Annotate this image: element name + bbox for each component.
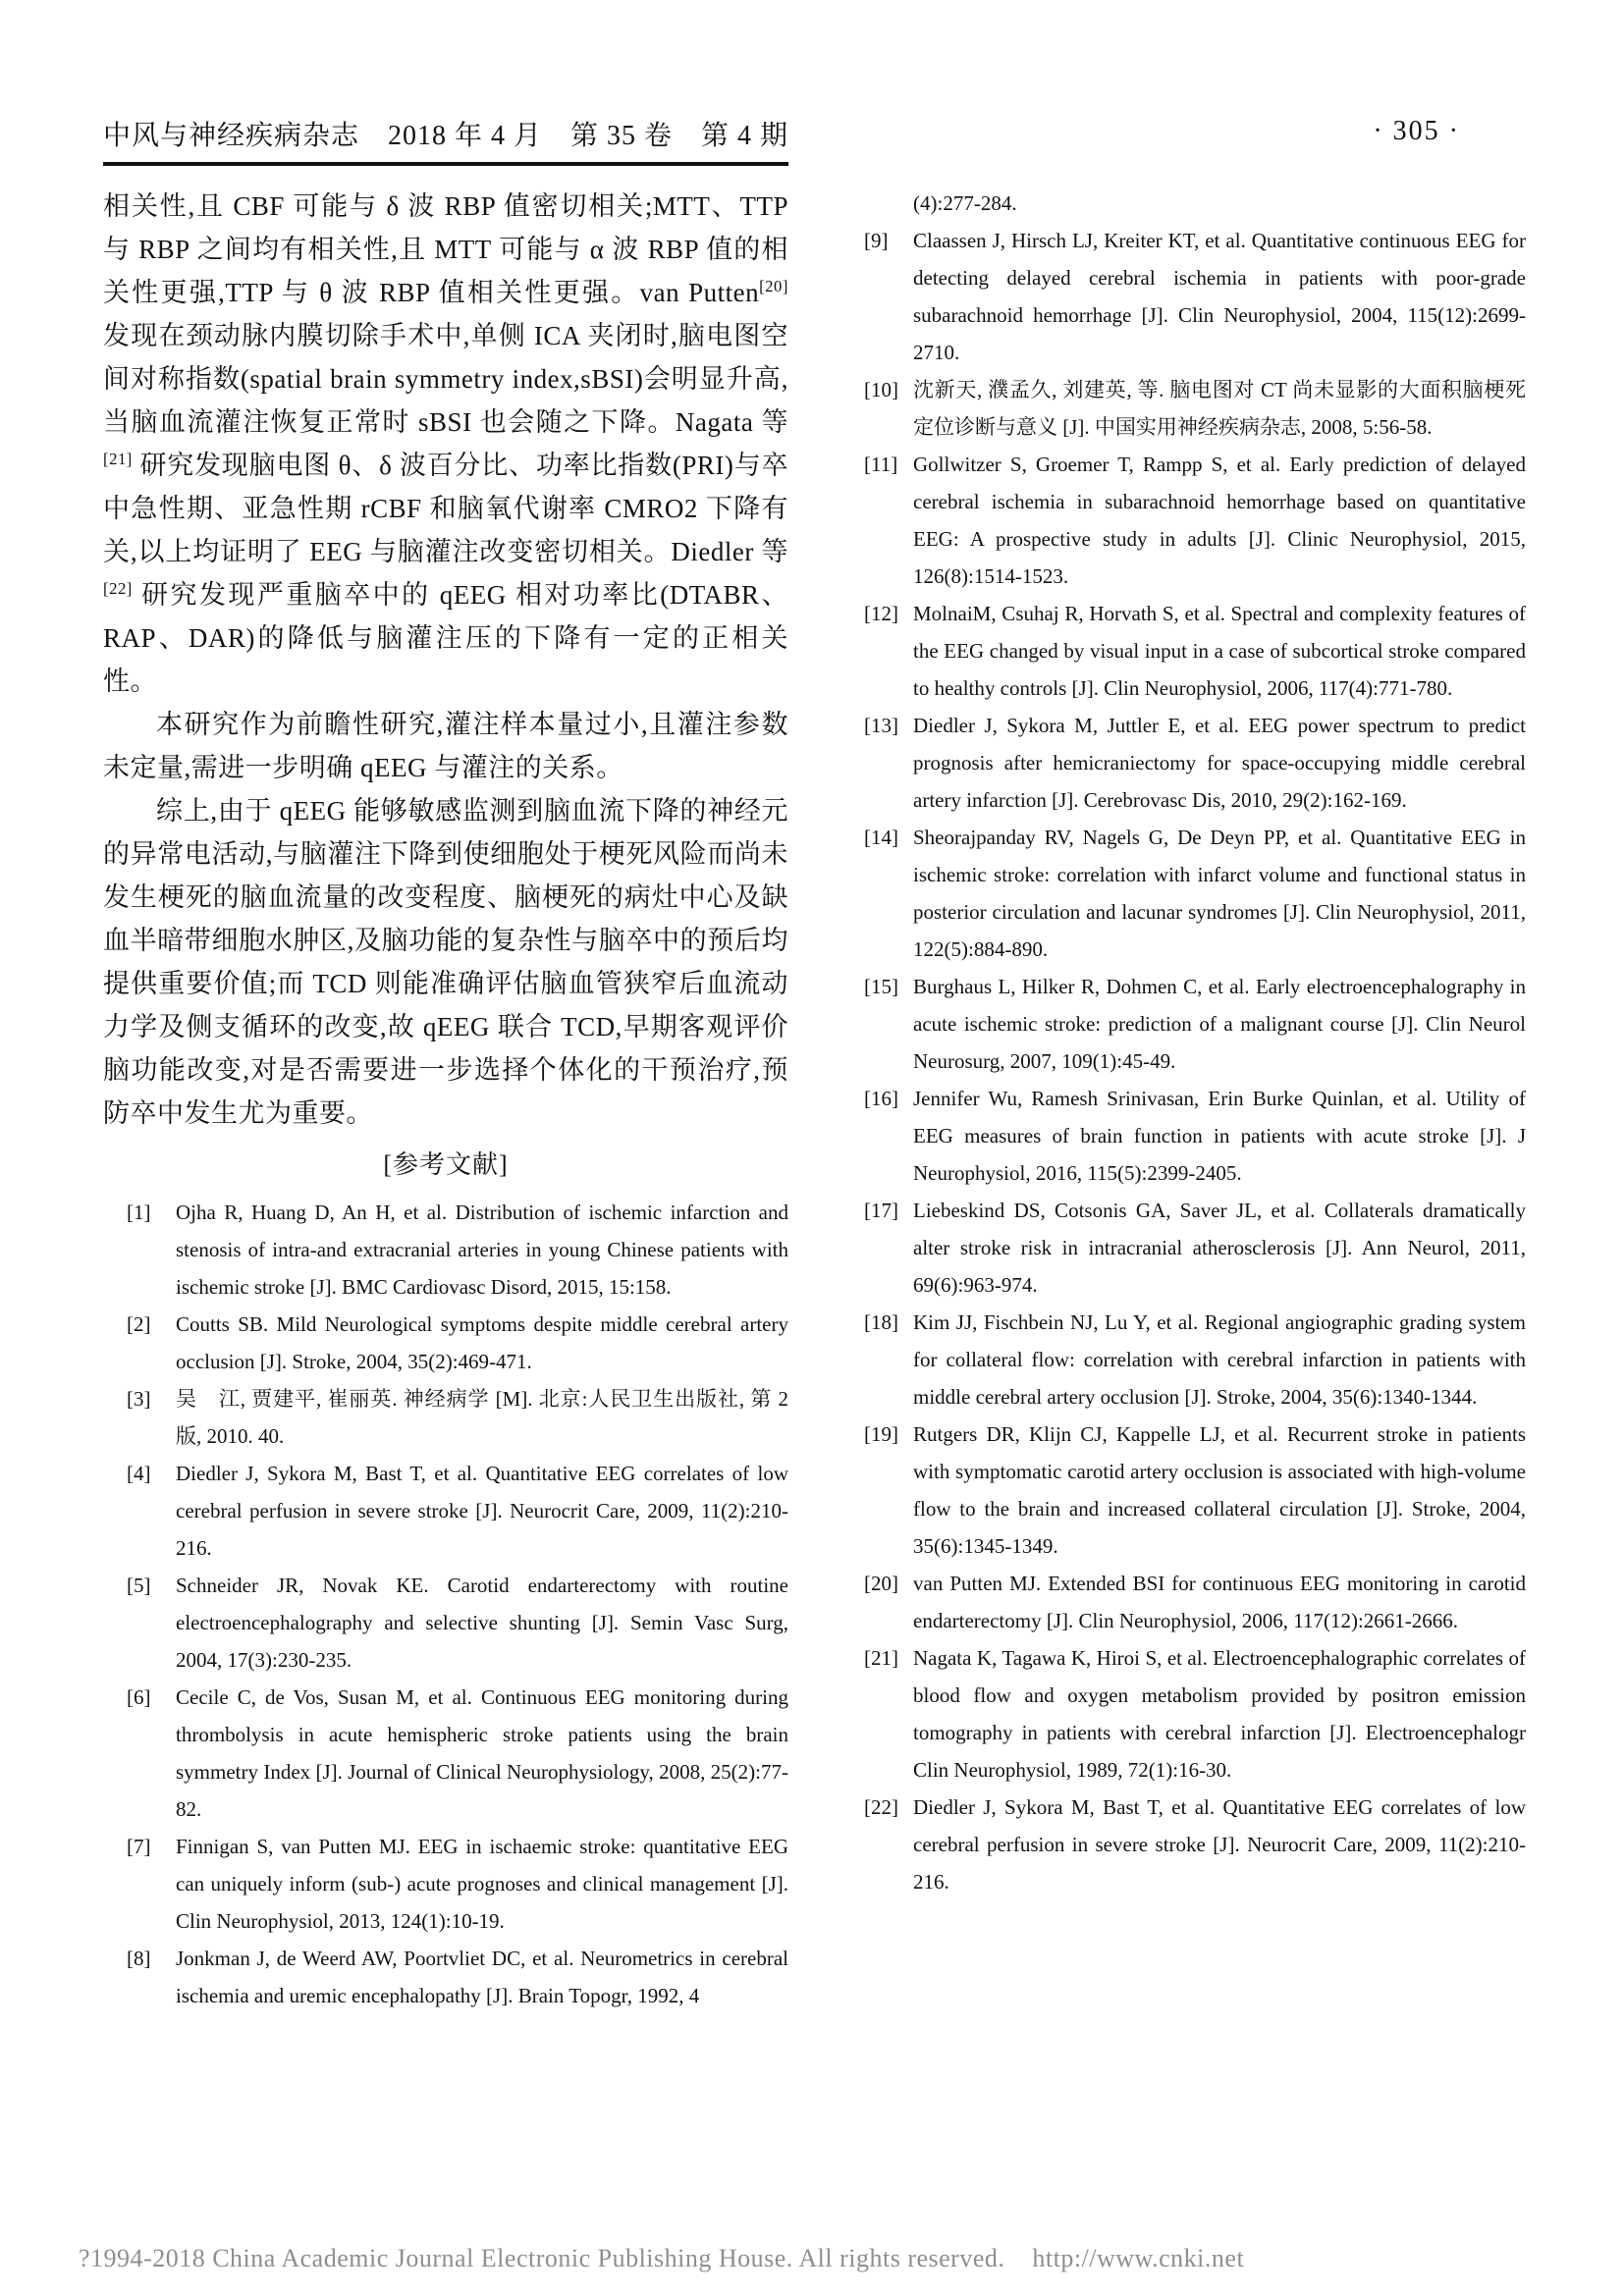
reference-text: Diedler J, Sykora M, Bast T, et al. Quantitative EEG correlates of low cerebral perfusion in severe stroke [J]. Neurocrit Care, 2009, 11(2):210-216.	[176, 1462, 788, 1560]
citation-superscript: [22]	[103, 579, 133, 598]
reference-item	[103, 1828, 788, 1940]
reference-text: Jonkman J, de Weerd AW, Poortvliet DC, et al. Neurometrics in cerebral ischemia and uremic encephalopathy [J]. Brain Topogr, 1992, 4	[176, 1947, 788, 2007]
reference-item	[840, 222, 1526, 371]
reference-text: 吴 江, 贾建平, 崔丽英. 神经病学 [M]. 北京:人民卫生出版社, 第 2 版, 2010. 40.	[176, 1387, 788, 1448]
body-paragraph: 相关性,且 CBF 可能与 δ 波 RBP 值密切相关;MTT、TTP 与 RBP 之间均有相关性,且 MTT 可能与 α 波 RBP 值的相关性更强,TTP 与 θ 波 RBP 值相关性更强。van Putten[20] 发现在颈动脉内膜切除手术中,单侧 ICA 夹闭时,脑电图空间对称指数(spatial brain symmetry index,sBSI)会明显升高,当脑血流灌注恢复正常时 sBSI 也会随之下降。Nagata 等[21] 研究发现脑电图 θ、δ 波百分比、功率比指数(PRI)与卒中急性期、亚急性期 rCBF 和脑氧代谢率 CMRO2 下降有关,以上均证明了 EEG 与脑灌注改变密切相关。Diedler 等[22] 研究发现严重脑卒中的 qEEG 相对功率比(DTABR、RAP、DAR)的降低与脑灌注压的下降有一定的正相关性。	[103, 191, 788, 696]
reference-item	[103, 1194, 788, 1306]
references-list-left	[103, 1194, 788, 2014]
reference-text: Liebeskind DS, Cotsonis GA, Saver JL, et al. Collaterals dramatically alter stroke risk in intracranial atherosclerosis [J]. Ann Neurol, 2011, 69(6):963-974.	[913, 1199, 1526, 1297]
reference-text: Gollwitzer S, Groemer T, Rampp S, et al. Early prediction of delayed cerebral ischemia in subarachnoid hemorrhage based on quantitative EEG: A prospective study in adults [J]. Clinic Neurophysiol, 2015, 126(8):1514-1523.	[913, 453, 1526, 588]
reference-text: Sheorajpanday RV, Nagels G, De Deyn PP, et al. Quantitative EEG in ischemic stroke: correlation with infarct volume and functional status in posterior circulation and lacunar syndromes [J]. Clin Neurophysiol, 2011, 122(5):884-890.	[913, 826, 1526, 961]
footer-text: ?1994-2018 China Academic Journal Electronic Publishing House. All rights reserved. http://www.cnki.net	[79, 2244, 1245, 2272]
reference-text: Burghaus L, Hilker R, Dohmen C, et al. Early electroencephalography in acute ischemic stroke: prediction of a malignant course [J]. Clin Neurol Neurosurg, 2007, 109(1):45-49.	[913, 975, 1526, 1073]
reference-label: [12]	[864, 602, 898, 625]
reference-label: [21]	[864, 1646, 898, 1670]
reference-text: Rutgers DR, Klijn CJ, Kappelle LJ, et al. Recurrent stroke in patients with symptomatic carotid artery occlusion is associated with high-volume flow to the brain and increased collateral circulation [J]. Stroke, 2004, 35(6):1345-1349.	[913, 1422, 1526, 1558]
reference-label: [22]	[864, 1795, 898, 1819]
reference-item	[840, 595, 1526, 707]
reference-item	[103, 1306, 788, 1380]
reference-label: [4]	[127, 1462, 151, 1485]
reference-item	[103, 1455, 788, 1567]
reference-item	[840, 1565, 1526, 1639]
reference-label: [18]	[864, 1310, 898, 1334]
reference-text: Jennifer Wu, Ramesh Srinivasan, Erin Burke Quinlan, et al. Utility of EEG measures of brain function in patients with acute stroke [J]. J Neurophysiol, 2016, 115(5):2399-2405.	[913, 1087, 1526, 1185]
reference-carryover-line: (4):277-284.	[913, 191, 1017, 215]
reference-label: [1]	[127, 1201, 151, 1224]
reference-text: Schneider JR, Novak KE. Carotid endarterectomy with routine electroencephalography and selective shunting [J]. Semin Vasc Surg, 2004, 17(3):230-235.	[176, 1574, 788, 1672]
reference-text: Cecile C, de Vos, Susan M, et al. Continuous EEG monitoring during thrombolysis in acute hemispheric stroke patients using the brain symmetry Index [J]. Journal of Clinical Neurophysiology, 2008, 25(2):77-82.	[176, 1685, 788, 1821]
citation-superscript: [20]	[759, 277, 788, 295]
reference-label: [19]	[864, 1422, 898, 1446]
reference-text: Diedler J, Sykora M, Bast T, et al. Quantitative EEG correlates of low cerebral perfusion in severe stroke [J]. Neurocrit Care, 2009, 11(2):210-216.	[913, 1795, 1526, 1894]
page-number: · 305 ·	[1373, 116, 1460, 146]
reference-text: Nagata K, Tagawa K, Hiroi S, et al. Electroencephalographic correlates of blood flow and oxygen metabolism provided by positron emission tomography in patients with cerebral infarction [J]. Electroencephalogr Clin Neurophysiol, 1989, 72(1):16-30.	[913, 1646, 1526, 1782]
reference-label: [5]	[127, 1574, 151, 1597]
reference-label: [10]	[864, 378, 898, 401]
reference-item	[840, 968, 1526, 1080]
reference-item	[840, 1304, 1526, 1415]
reference-item	[103, 1679, 788, 1828]
right-column	[840, 185, 1526, 1900]
reference-item	[103, 1940, 788, 2014]
reference-label: [16]	[864, 1087, 898, 1110]
reference-item	[840, 1789, 1526, 1900]
reference-label: [3]	[127, 1387, 151, 1411]
reference-text: Kim JJ, Fischbein NJ, Lu Y, et al. Regional angiographic grading system for collateral flow: correlation with cerebral infarction in patients with middle cerebral artery occlusion [J]. Stroke, 2004, 35(6):1340-1344.	[913, 1310, 1526, 1409]
reference-label: [15]	[864, 975, 898, 998]
reference-text: Claassen J, Hirsch LJ, Kreiter KT, et al. Quantitative continuous EEG for detecting delayed cerebral ischemia in patients with poor-grade subarachnoid hemorrhage [J]. Clin Neurophysiol, 2004, 115(12):2699-2710.	[913, 229, 1526, 364]
references-heading: [参考文献]	[383, 1150, 509, 1179]
reference-item	[103, 1380, 788, 1455]
reference-item	[840, 446, 1526, 595]
reference-label: [13]	[864, 714, 898, 737]
left-column	[103, 185, 788, 2014]
reference-label: [6]	[127, 1685, 151, 1709]
reference-item	[840, 1415, 1526, 1565]
reference-label: [8]	[127, 1947, 151, 1970]
reference-item	[840, 1080, 1526, 1192]
reference-item	[840, 1639, 1526, 1789]
reference-label: [20]	[864, 1572, 898, 1595]
reference-item	[840, 819, 1526, 968]
reference-text: Coutts SB. Mild Neurological symptoms despite middle cerebral artery occlusion [J]. Stroke, 2004, 35(2):469-471.	[176, 1312, 788, 1373]
reference-item	[103, 1567, 788, 1679]
journal-title: 中风与神经疾病杂志 2018 年 4 月 第 35 卷 第 4 期	[103, 114, 788, 166]
reference-label: [7]	[127, 1835, 151, 1858]
reference-item	[840, 1192, 1526, 1304]
reference-text: 沈新天, 濮孟久, 刘建英, 等. 脑电图对 CT 尚未显影的大面积脑梗死定位诊断与意义 [J]. 中国实用神经疾病杂志, 2008, 5:56-58.	[913, 378, 1526, 439]
reference-label: [11]	[864, 453, 898, 476]
reference-label: [17]	[864, 1199, 898, 1222]
body-paragraph: 本研究作为前瞻性研究,灌注样本量过小,且灌注参数未定量,需进一步明确 qEEG 与灌注的关系。	[103, 710, 788, 782]
reference-item	[840, 707, 1526, 819]
reference-text: Finnigan S, van Putten MJ. EEG in ischaemic stroke: quantitative EEG can uniquely inform (sub-) acute prognoses and clinical management [J]. Clin Neurophysiol, 2013, 124(1):10-19.	[176, 1835, 788, 1933]
reference-item	[840, 371, 1526, 446]
reference-text: Diedler J, Sykora M, Juttler E, et al. EEG power spectrum to predict prognosis after hemicraniectomy for space-occupying middle cerebral artery infarction [J]. Cerebrovasc Dis, 2010, 29(2):162-169.	[913, 714, 1526, 812]
reference-text: van Putten MJ. Extended BSI for continuous EEG monitoring in carotid endarterectomy [J]. Clin Neurophysiol, 2006, 117(12):2661-2666.	[913, 1572, 1526, 1632]
page-header	[103, 114, 1521, 166]
references-list-right	[840, 222, 1526, 1900]
reference-label: [14]	[864, 826, 898, 849]
body-text	[103, 185, 788, 1135]
reference-text: Ojha R, Huang D, An H, et al. Distribution of ischemic infarction and stenosis of intra-and extracranial arteries in young Chinese patients with ischemic stroke [J]. BMC Cardiovasc Disord, 2015, 15:158.	[176, 1201, 788, 1299]
reference-label: [2]	[127, 1312, 151, 1336]
reference-label: [9]	[864, 229, 889, 252]
page-footer	[51, 2215, 1524, 2296]
reference-text: MolnaiM, Csuhaj R, Horvath S, et al. Spectral and complexity features of the EEG changed by visual input in a case of subcortical stroke compared to healthy controls [J]. Clin Neurophysiol, 2006, 117(4):771-780.	[913, 602, 1526, 700]
body-paragraph: 综上,由于 qEEG 能够敏感监测到脑血流下降的神经元的异常电活动,与脑灌注下降到使细胞处于梗死风险而尚未发生梗死的脑血流量的改变程度、脑梗死的病灶中心及缺血半暗带细胞水肿区,及脑功能的复杂性与脑卒中的预后均提供重要价值;而 TCD 则能准确评估脑血管狭窄后血流动力学及侧支循环的改变,故 qEEG 联合 TCD,早期客观评价脑功能改变,对是否需要进一步选择个体化的干预治疗,预防卒中发生尤为重要。	[103, 796, 788, 1128]
citation-superscript: [21]	[103, 450, 133, 468]
